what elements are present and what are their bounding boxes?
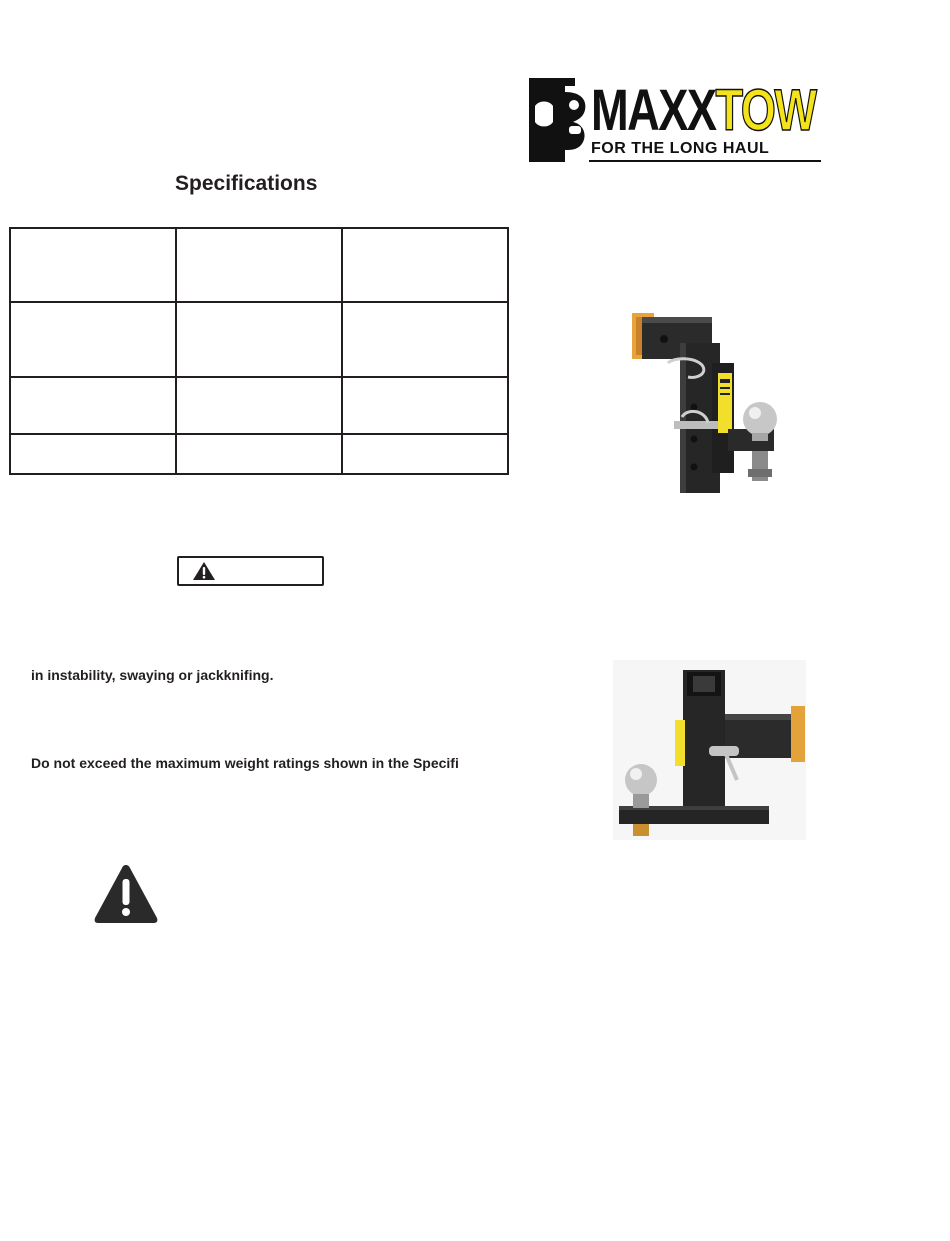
- weight-rating-warning-text: Do not exceed the maximum weight ratings shown in the Specifi: [31, 755, 459, 771]
- specifications-table: [9, 227, 509, 475]
- table-cell: [342, 377, 508, 434]
- table-cell: [342, 434, 508, 474]
- table-row: [10, 434, 508, 474]
- table-cell: [342, 228, 508, 302]
- brand-name-part1: MAXX: [591, 78, 716, 143]
- instability-warning-text: in instability, swaying or jackknifing.: [31, 667, 274, 683]
- logo-divider: [589, 160, 821, 162]
- table-cell: [10, 377, 176, 434]
- brand-name-part2: TOW: [715, 78, 816, 143]
- specifications-heading: Specifications: [175, 172, 318, 195]
- table-row: [10, 228, 508, 302]
- table-cell: [10, 228, 176, 302]
- warning-label: [177, 556, 324, 586]
- table-cell: [176, 302, 342, 377]
- warning-triangle-icon: [192, 561, 216, 581]
- table-cell: [176, 434, 342, 474]
- table-cell: [176, 377, 342, 434]
- table-row: [10, 377, 508, 434]
- hitch-ball-logo-icon: [529, 78, 589, 162]
- table-cell: [10, 302, 176, 377]
- brand-logo: [529, 78, 821, 162]
- warning-triangle-icon: [93, 864, 159, 924]
- drop-hitch-photo-side: [628, 303, 813, 498]
- table-row: [10, 302, 508, 377]
- brand-wordmark: [591, 78, 816, 143]
- table-cell: [342, 302, 508, 377]
- table-cell: [176, 228, 342, 302]
- table-cell: [10, 434, 176, 474]
- brand-tagline: FOR THE LONG HAUL: [591, 140, 770, 157]
- drop-hitch-photo-front: [613, 660, 806, 840]
